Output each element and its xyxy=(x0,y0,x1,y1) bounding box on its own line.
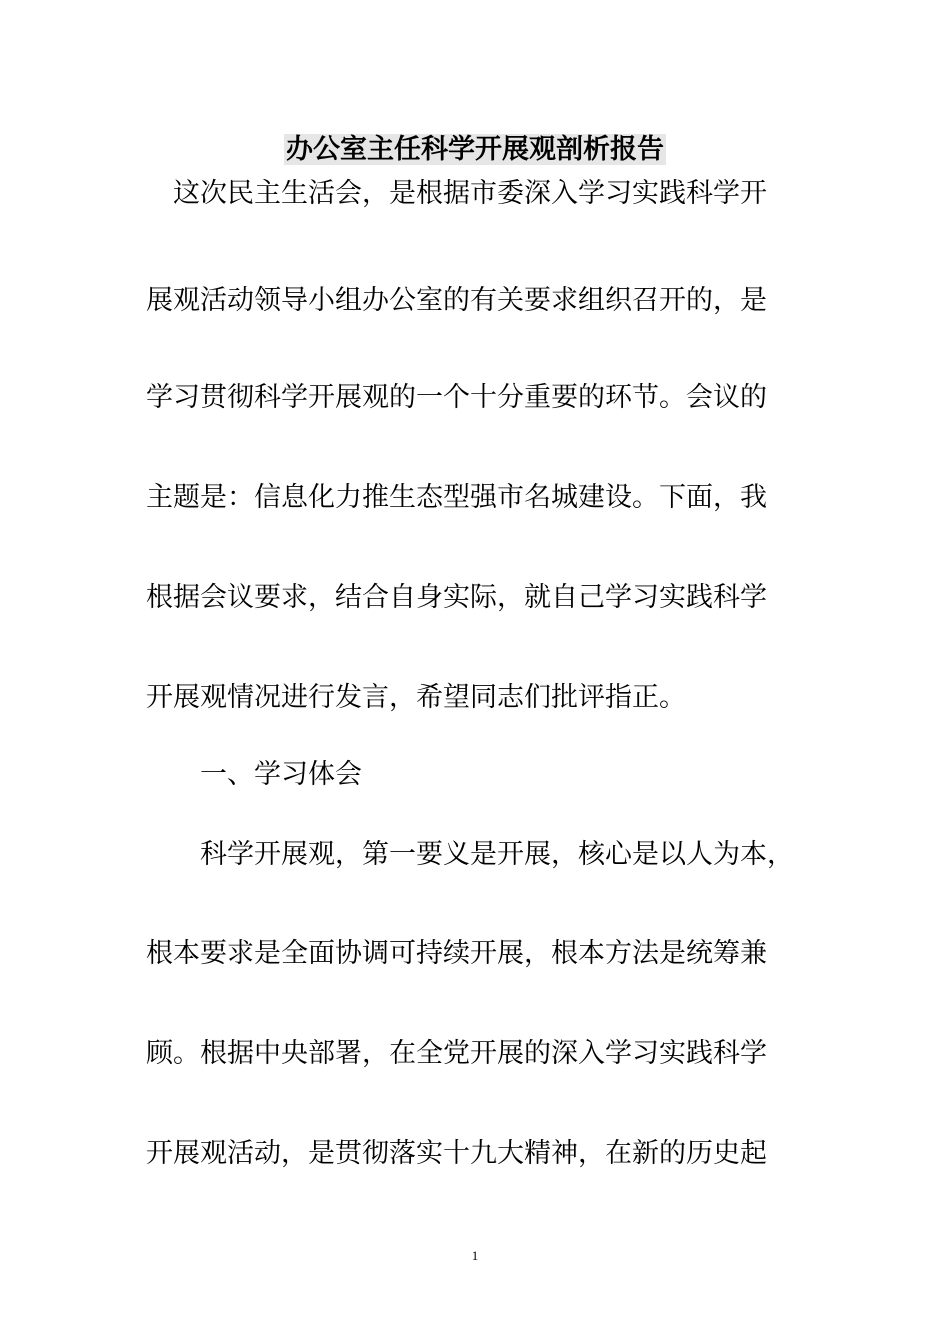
body-line: 开展观活动，是贯彻落实十九大精神，在新的历史起 xyxy=(146,1138,767,1169)
body-line: 根据会议要求，结合自身实际，就自己学习实践科学 xyxy=(146,582,767,613)
body-line: 展观活动领导小组办公室的有关要求组织召开的，是 xyxy=(146,285,767,316)
page-number: 1 xyxy=(471,1248,479,1263)
body-line: 学习贯彻科学开展观的一个十分重要的环节。会议的 xyxy=(146,382,767,413)
title-text: 办公室主任科学开展观剖析报告 xyxy=(286,134,664,165)
body-line: 根本要求是全面协调可持续开展，根本方法是统筹兼 xyxy=(146,938,767,969)
body-line: 这次民主生活会，是根据市委深入学习实践科学开 xyxy=(146,178,767,209)
body-line: 科学开展观，第一要义是开展，核心是以人为本， xyxy=(146,839,794,870)
body-line: 开展观情况进行发言，希望同志们批评指正。 xyxy=(146,682,686,713)
document-title xyxy=(0,131,950,169)
body-line: 主题是：信息化力推生态型强市名城建设。下面，我 xyxy=(146,482,767,513)
section-heading: 一、学习体会 xyxy=(146,759,362,790)
body-line: 顾。根据中央部署，在全党开展的深入学习实践科学 xyxy=(146,1038,767,1069)
